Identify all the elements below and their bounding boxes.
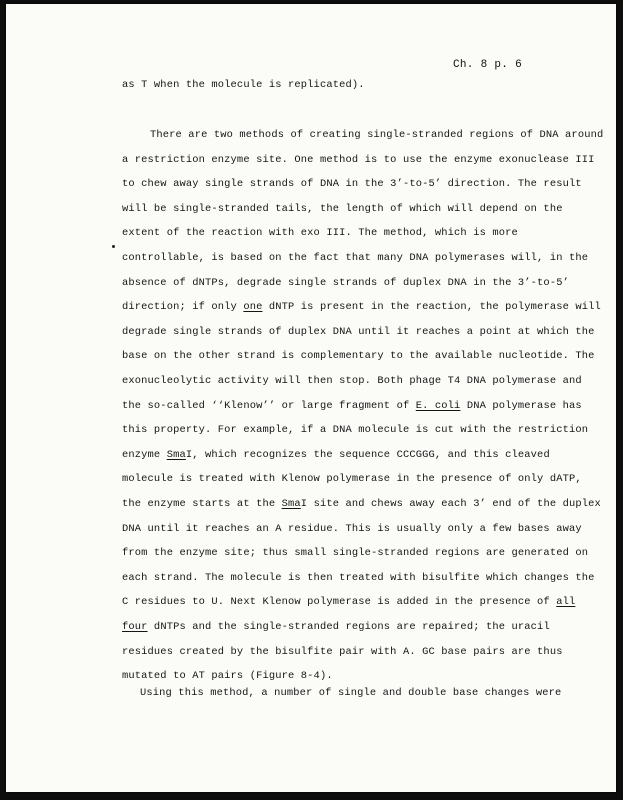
text-line: Using this method, a number of single and double base changes were <box>140 687 562 699</box>
document-page <box>6 4 616 792</box>
text-line: direction; if only one dNTP is present in the reaction, the polymerase will <box>122 301 601 314</box>
text-line: this property. For example, if a DNA molecule is cut with the restriction <box>122 424 589 437</box>
text-line: residues created by the bisulfite pair with A. GC base pairs are thus <box>122 645 563 658</box>
underlined-term: one <box>243 301 263 314</box>
page-header: Ch. 8 p. 6 <box>453 59 523 71</box>
text-line: molecule is treated with Klenow polymerase in the presence of only dATP, <box>122 473 582 486</box>
text-line: from the enzyme site; thus small single-stranded regions are generated on <box>122 547 589 560</box>
text-line: extent of the reaction with exo III. The method, which is more <box>122 227 518 240</box>
text-line: controllable, is based on the fact that many DNA polymerases will, in the <box>122 252 589 264</box>
margin-mark <box>112 245 115 248</box>
text-line: degrade single strands of duplex DNA until it reaches a point at which the <box>122 325 595 338</box>
text-line: each strand. The molecule is then treated with bisulfite which changes the <box>122 571 595 584</box>
underlined-term: Sma <box>281 498 301 510</box>
text-line: mutated to AT pairs (Figure 8-4). <box>122 670 333 683</box>
text-line: four dNTPs and the single-stranded regions are repaired; the uracil <box>122 621 550 633</box>
underlined-term: Sma <box>166 448 186 461</box>
underlined-term: E. coli <box>415 399 461 412</box>
text-line: the so-called ‘‘Klenow’’ or large fragment of E. coli DNA polymerase has <box>122 399 582 412</box>
text-line: base on the other strand is complementary to the available nucleotide. The <box>122 350 595 363</box>
text-line: as T when the molecule is replicated). <box>122 79 365 91</box>
text-line: exonucleolytic activity will then stop. Both phage T4 DNA polymerase and <box>122 375 582 387</box>
text-line: C residues to U. Next Klenow polymerase is added in the presence of all <box>122 596 576 609</box>
text-line: the enzyme starts at the SmaI site and chews away each 3’ end of the duplex <box>122 498 601 510</box>
text-line: will be single-stranded tails, the length of which will depend on the <box>122 202 563 215</box>
underlined-term: all <box>556 596 576 609</box>
underlined-term: four <box>122 621 148 633</box>
text-line: There are two methods of creating single-stranded regions of DNA around <box>150 129 604 141</box>
text-line: enzyme SmaI, which recognizes the sequence CCCGGG, and this cleaved <box>122 448 550 461</box>
text-line: a restriction enzyme site. One method is to use the enzyme exonuclease III <box>122 153 595 166</box>
text-line: absence of dNTPs, degrade single strands of duplex DNA in the 3’-to-5’ <box>122 276 569 289</box>
text-line: DNA until it reaches an A residue. This is usually only a few bases away <box>122 522 582 535</box>
text-line: to chew away single strands of DNA in the 3’-to-5’ direction. The result <box>122 178 582 191</box>
